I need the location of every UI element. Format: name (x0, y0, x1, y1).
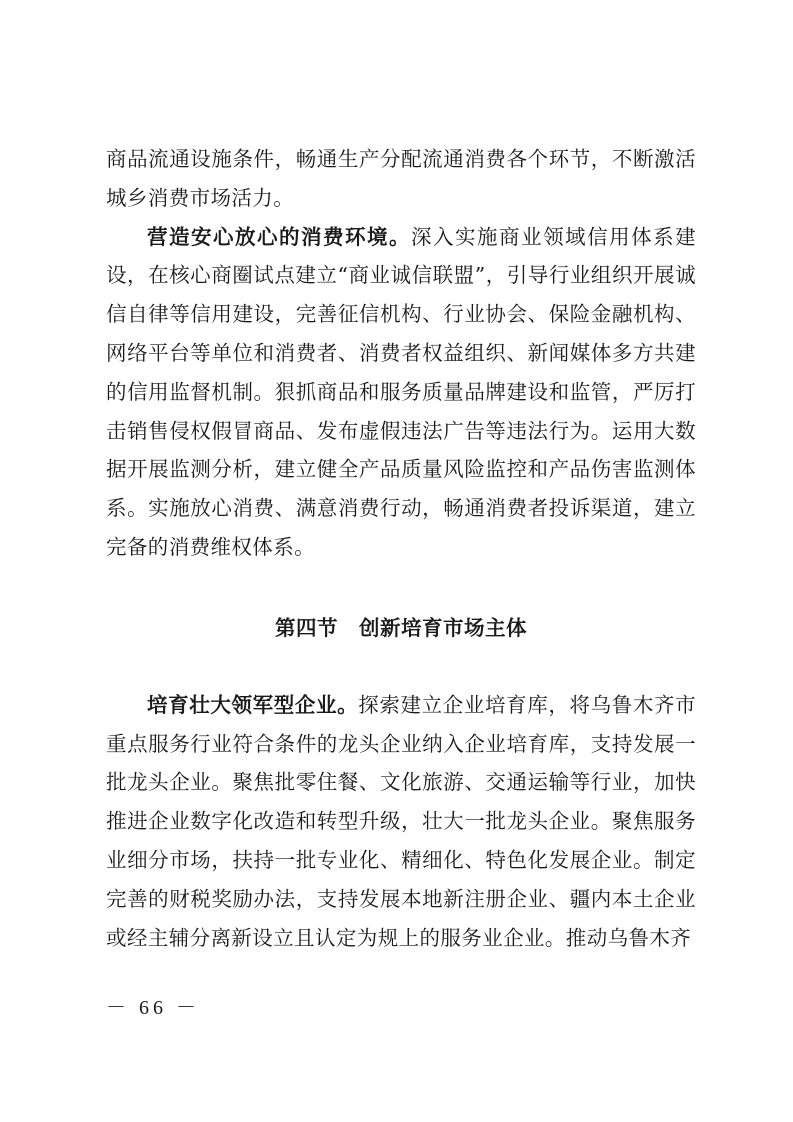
paragraph-leading-enterprises (106, 686, 696, 958)
paragraph-lead-heading: 营造安心放心的消费环境。 (147, 224, 412, 249)
paragraph-lead-heading: 培育壮大领军型企业。 (147, 692, 359, 717)
paragraph-consumption-environment (106, 218, 696, 567)
document-body (106, 140, 696, 957)
paragraph-text: 深入实施商业领域信用体系建设，在核心商圈试点建立“商业诚信联盟”，引导行业组织开展诚信自律等信用建设，完善征信机构、行业协会、保险金融机构、网络平台等单位和消费者、消费者权益组织、新闻媒体多方共建的信用监督机制。狠抓商品和服务质量品牌建设和监管，严厉打击销售侵权假冒商品、发布虚假违法广告等违法行为。运用大数据开展监测分析，建立健全产品质量风险监控和产品伤害监测体系。实施放心消费、满意消费行动，畅通消费者投诉渠道，建立完备的消费维权体系。 (106, 224, 696, 559)
paragraph-consumption-market (106, 140, 696, 218)
paragraph-text: 商品流通设施条件，畅通生产分配流通消费各个环节，不断激活城乡消费市场活力。 (106, 147, 696, 210)
paragraph-text: 探索建立企业培育库，将乌鲁木齐市重点服务行业符合条件的龙头企业纳入企业培育库，支持发展一批龙头企业。聚焦批零住餐、文化旅游、交通运输等行业，加快推进企业数字化改造和转型升级，壮大一批龙头企业。聚焦服务业细分市场，扶持一批专业化、精细化、特色化发展企业。制定完善的财税奖励办法，支持发展本地新注册企业、疆内本土企业或经主辅分离新设立且认定为规上的服务业企业。推动乌鲁木齐 (106, 692, 697, 950)
section-heading: 第四节 创新培育市场主体 (275, 615, 527, 640)
page-number: － 66 － (106, 997, 200, 1019)
